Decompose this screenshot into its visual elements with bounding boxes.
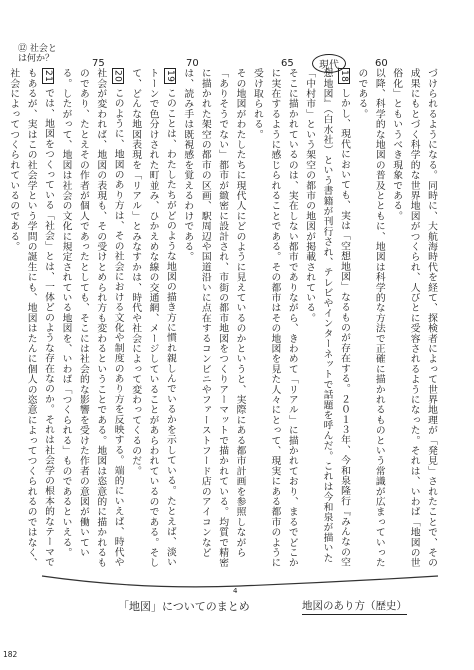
paragraph-20 <box>57 68 127 568</box>
paragraph-number-badge: 18 <box>338 70 349 83</box>
paragraph-text: しかし、現代においても、実は「空想地図」なるものが存在する。２０１３年、今和泉隆行『みんなの空想地図』（白水社）という書籍が刊行され、テレビやインターネットで話題を呼んだ。これは今和泉が描いた「中村市」という架空の都市の地図が掲載されている。 <box>304 68 350 568</box>
paragraph-18b <box>249 68 301 568</box>
line-number-70: 70 <box>186 58 199 69</box>
paragraph-text: その地図がわたしたちに現代人にどのように見えているのかというと、実際にある都市計画を参照しながら「ありそうでない」都市が緻密に設計され、市街の都市地図をつくりアーマットで描かれている。均質で精密に描かれた架空の都市の区画、駅周辺や国道沿いに点在するコンビニやファーストフード店のアイコンなどは、読み手は既視感を覚えるわけである。 <box>182 68 246 568</box>
modern-era-circled-label: 現代 <box>312 54 346 73</box>
handwritten-history-note: 地図のあり方（歴史） <box>302 598 407 615</box>
page-mark: 4 <box>233 587 238 595</box>
paragraph-text: づけられるようになる。同時に、大航海時代を経て、探検者によって世界地理が「発見」されたことで、その成果にもとづく科学的な世界地図がつくられ、人びとに受容されるようになった。それは、いわば「地図の世俗化」ともいうべき現象である。 <box>391 68 437 568</box>
line-number-65: 65 <box>281 58 294 69</box>
handwritten-note-top: ⑫ 社会とは何か？ <box>18 44 57 64</box>
paragraph-number-badge: 20 <box>112 70 123 83</box>
page-number: 182 <box>3 650 18 659</box>
line-number-60: 60 <box>375 58 388 69</box>
paragraph-text: では、地図をつくっている「社会」とは、一体どのような存在なのか。それは社会学の根本的なテーマでもあるが、実はこの社会学という学問の誕生にも、地図はたんに個人の恣意によってつくられるのではなく、社会によってつくられているのである。 <box>8 68 55 568</box>
vertical-text-body <box>8 68 440 568</box>
handwritten-curve-divider <box>40 572 440 592</box>
paragraph-21 <box>5 68 57 568</box>
paragraph-19 <box>127 68 179 568</box>
paragraph-number-badge: 21 <box>43 70 54 83</box>
line-number-75: 75 <box>92 58 105 69</box>
paragraph-18 <box>301 68 353 568</box>
paragraph-text: このことは、わたしたちがどのような地図の描き方に慣れ親しんでいるかを示している。たとえば、淡いトーンで色分けされた町並み、ひかえめな線の交通網、メージしていることがあらわれているのである。そして、どんな地図表現を「リアル」とみなすかは、時代や社会によって変わってくるのだ。 <box>130 68 176 568</box>
paragraph-1 <box>353 68 388 568</box>
paragraph-18c <box>179 68 249 568</box>
handwritten-summary-note: 「地図」についてのまとめ <box>118 600 250 613</box>
paragraph-0 <box>388 68 440 568</box>
paragraph-number-badge: 19 <box>164 70 175 83</box>
paragraph-text: そこに描かれているのは、実在しない都市でありながら、きわめて「リアル」に描かれており、まるでどこかに実在するように感じられることである。その都市はその地図を見た人々にとって、現実にある都市のように受け取られる。 <box>251 68 298 568</box>
paragraph-text: このように、地図のあり方は、その社会における文化や制度のあり方を反映する。端的にいえば、時代や社会が変われば、地図の表現も、その受けとめられ方も変わるということである。地図は恣意的に描かれるものであり、たとえその作者が個人であったとしても、そこには社会的な影響を受けた作者の意図が働いている。したがって、地図は社会の文化に規定されている地図を、いわば「つくられる」ものであるといえる。 <box>60 68 124 568</box>
paragraph-text: 以降、科学的な地図の普及とともに、地図は科学的な方法で正確に描かれるものという常識が広まっていったのである。 <box>356 68 385 568</box>
